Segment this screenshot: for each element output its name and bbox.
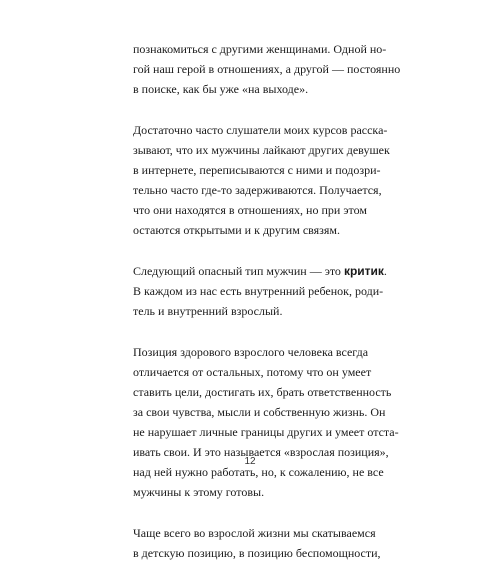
text-line: мужчины к этому готовы. xyxy=(133,485,265,499)
text-line: познакомиться с другими женщинами. Одной но- xyxy=(133,42,387,56)
paragraph-4 xyxy=(133,342,399,502)
text-line: что они находятся в отношениях, но при этом xyxy=(133,203,367,217)
text-line: Позиция здорового взрослого человека всегда xyxy=(133,345,369,359)
text-line: в детскую позицию, в позицию беспомощности, xyxy=(133,546,381,560)
bold-term: критик xyxy=(343,264,384,278)
text-line: зывают, что их мужчины лайкают других девушек xyxy=(133,143,390,157)
text-line: гой наш герой в отношениях, а другой — постоянно xyxy=(133,62,401,76)
text-line: Достаточно часто слушатели моих курсов расска- xyxy=(133,123,388,137)
page-number: 12 xyxy=(244,456,256,467)
text-line: остаются открытыми и к другим связям. xyxy=(133,223,341,237)
text-segment: . xyxy=(383,264,387,278)
text-line xyxy=(133,261,387,281)
paragraph-5 xyxy=(133,523,381,563)
body-text xyxy=(133,39,401,584)
text-line: ставить цели, достигать их, брать ответственность xyxy=(133,385,392,399)
text-line: В каждом из нас есть внутренний ребенок, роди- xyxy=(133,284,384,298)
text-line: Чаще всего во взрослой жизни мы скатываемся xyxy=(133,526,376,540)
paragraph-1 xyxy=(133,39,401,99)
text-line: отличается от остальных, потому что он умеет xyxy=(133,365,372,379)
text-line: в поиске, как бы уже «на выходе». xyxy=(133,82,309,96)
text-line: над ней нужно работать, но, к сожалению, не все xyxy=(133,465,384,479)
text-line: в интернете, переписываются с ними и подозри- xyxy=(133,163,381,177)
text-line: тель и внутренний взрослый. xyxy=(133,304,283,318)
text-segment: Следующий опасный тип мужчин — это xyxy=(133,264,344,278)
paragraph-2 xyxy=(133,120,390,240)
text-line: за свои чувства, мысли и собственную жизнь. Он xyxy=(133,405,386,419)
paragraph-3 xyxy=(133,261,387,321)
text-line: не нарушает личные границы других и умеет отста- xyxy=(133,425,399,439)
text-line: тельно часто где-то задерживаются. Получается, xyxy=(133,183,382,197)
text-line: ивать свои. И это называется «взрослая позиция», xyxy=(133,445,389,459)
